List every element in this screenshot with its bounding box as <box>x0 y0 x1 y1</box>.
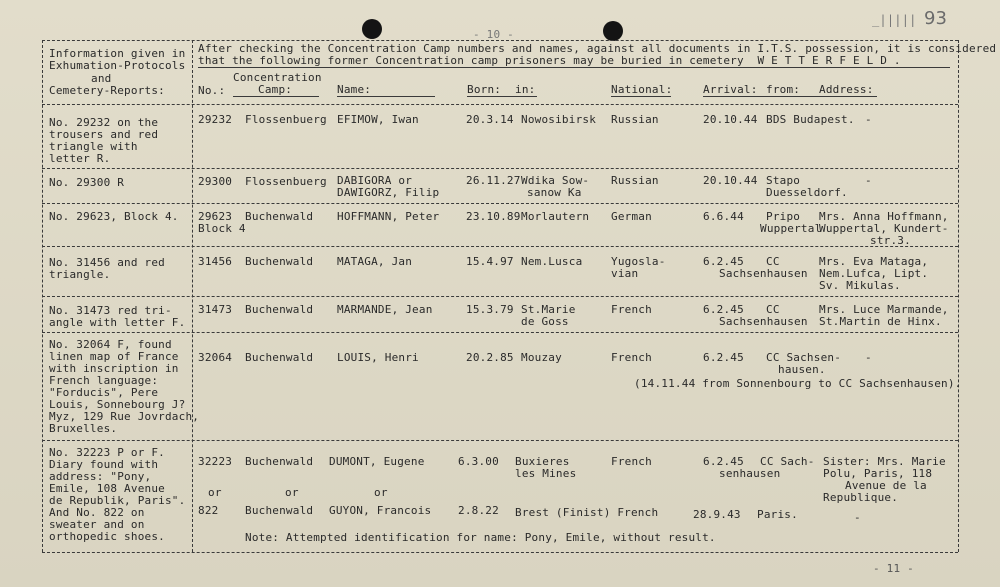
row-from: Sachsenhausen <box>719 267 808 280</box>
left-header-line: Information given in <box>49 47 186 60</box>
left-header-line: and <box>91 72 112 85</box>
row-national: French <box>611 303 652 316</box>
row-info: And No. 822 on <box>49 506 145 519</box>
row-camp: Flossenbuerg <box>245 113 327 126</box>
row-camp: Buchenwald <box>245 210 314 223</box>
row-no: 31473 <box>198 303 233 316</box>
frame-top <box>42 40 958 41</box>
row-info: No. 29623, Block 4. <box>49 210 179 223</box>
row-no: 29232 <box>198 113 233 126</box>
row-note: (14.11.44 from Sonnenbourg to CC Sachsenhausen). <box>634 377 962 390</box>
row-no: 32064 <box>198 351 233 364</box>
row-info: Diary found with <box>49 458 159 471</box>
row-from: hausen. <box>778 363 826 376</box>
page-number-bottom: - 11 - <box>873 562 914 575</box>
row-in: Morlautern <box>521 210 590 223</box>
row-in: Wdika Sow- <box>521 174 590 187</box>
row-arrival: 28.9.43 <box>693 508 741 521</box>
row-camp: Buchenwald <box>245 255 314 268</box>
row-name: MATAGA, Jan <box>337 255 413 268</box>
row-arrival: 6.2.45 <box>703 455 744 468</box>
row-in: St.Marie <box>521 303 576 316</box>
or-label: or <box>285 486 299 499</box>
row-in: sanow Ka <box>527 186 582 199</box>
row-divider <box>42 203 958 204</box>
row-national: German <box>611 210 652 223</box>
row-info: address: "Pony, <box>49 470 152 483</box>
row-born: 23.10.89 <box>466 210 521 223</box>
intro-line: After checking the Concentration Camp numbers and names, against all documents in I.T.S. possession, it is considered <box>198 42 997 55</box>
row-no: 31456 <box>198 255 233 268</box>
row-no: 822 <box>198 504 219 517</box>
row-from: Sachsenhausen <box>719 315 808 328</box>
row-info: de Republik, Paris". <box>49 494 186 507</box>
row-arrival: 6.2.45 <box>703 303 744 316</box>
row-from: CC <box>766 255 780 268</box>
intro-underline <box>198 67 950 68</box>
row-in: Buxieres <box>515 455 570 468</box>
row-divider <box>42 168 958 169</box>
row-address: Mrs. Luce Marmande, <box>819 303 949 316</box>
row-name: HOFFMANN, Peter <box>337 210 440 223</box>
row-name: DABIGORA or <box>337 174 413 187</box>
col-arrival: Arrival: <box>703 83 758 96</box>
row-from: CC Sach- <box>760 455 815 468</box>
col-name: Name: <box>337 83 372 96</box>
row-born: 15.3.79 <box>466 303 514 316</box>
row-name: DAWIGORZ, Filip <box>337 186 440 199</box>
row-info: No. 32223 P or F. <box>49 446 165 459</box>
row-born: 26.11.27 <box>466 174 521 187</box>
col-camp-underline <box>233 96 319 97</box>
col-address: Address: <box>819 83 874 96</box>
row-note: Note: Attempted identification for name: Pony, Emile, without result. <box>245 531 716 544</box>
row-name: GUYON, Francois <box>329 504 432 517</box>
row-info: sweater and on <box>49 518 145 531</box>
row-no: Block 4 <box>198 222 246 235</box>
row-name: DUMONT, Eugene <box>329 455 425 468</box>
row-info: Emile, 108 Avenue <box>49 482 165 495</box>
row-from: Paris. <box>757 508 798 521</box>
row-name: EFIMOW, Iwan <box>337 113 419 126</box>
row-camp: Buchenwald <box>245 455 314 468</box>
row-born: 15.4.97 <box>466 255 514 268</box>
row-info: linen map of France <box>49 350 179 363</box>
row-born: 2.8.22 <box>458 504 499 517</box>
row-national: vian <box>611 267 639 280</box>
row-info: triangle. <box>49 268 111 281</box>
frame-bottom <box>42 552 958 553</box>
row-born: 6.3.00 <box>458 455 499 468</box>
col-name-underline <box>337 96 435 97</box>
row-info: French language: <box>49 374 159 387</box>
row-from: Pripo <box>766 210 801 223</box>
row-national: Yugosla- <box>611 255 666 268</box>
intro-line: that the following former Concentration camp prisoners may be buried in cemetery W E T T E R F E L D . <box>198 54 901 67</box>
row-arrival: 6.2.45 <box>703 351 744 364</box>
row-info: trousers and red <box>49 128 159 141</box>
page-number-top: - 10 - <box>473 28 514 41</box>
or-label: or <box>208 486 222 499</box>
row-no: 29623 <box>198 210 233 223</box>
handwritten-number: 93 <box>924 8 947 29</box>
row-arrival: 6.6.44 <box>703 210 744 223</box>
row-info: "Forducis", Pere <box>49 386 159 399</box>
row-address: str.3. <box>870 234 911 247</box>
row-info: No. 29300 R <box>49 176 125 189</box>
row-info: Myz, 129 Rue Jovrdach, <box>49 410 200 423</box>
row-address: St.Martin de Hinx. <box>819 315 942 328</box>
col-national-underline <box>611 96 671 97</box>
row-from: Wuppertal <box>760 222 822 235</box>
row-info: Louis, Sonnebourg J? <box>49 398 186 411</box>
row-in: Brest (Finist) French <box>515 506 659 519</box>
left-header-line: Cemetery-Reports: <box>49 84 165 97</box>
row-divider <box>42 332 958 333</box>
row-name: LOUIS, Henri <box>337 351 419 364</box>
row-no: 32223 <box>198 455 233 468</box>
row-info: letter R. <box>49 152 111 165</box>
row-address: Wuppertal, Kundert- <box>819 222 949 235</box>
row-address: Avenue de la <box>845 479 927 492</box>
row-info: triangle with <box>49 140 138 153</box>
row-national: Russian <box>611 113 659 126</box>
row-info: orthopedic shoes. <box>49 530 165 543</box>
row-camp: Buchenwald <box>245 303 314 316</box>
col-from: from: <box>766 83 801 96</box>
row-in: de Goss <box>521 315 569 328</box>
row-from: CC Sachsen- <box>766 351 842 364</box>
row-born: 20.3.14 <box>466 113 514 126</box>
col-born-underline <box>467 96 537 97</box>
row-divider <box>42 440 958 441</box>
row-address: Mrs. Eva Mataga, <box>819 255 929 268</box>
row-national: French <box>611 455 652 468</box>
row-camp: Flossenbuerg <box>245 175 327 188</box>
punch-hole-right <box>603 21 623 41</box>
col-no: No.: <box>198 84 226 97</box>
row-from: BDS Budapest. <box>766 113 855 126</box>
row-no: 29300 <box>198 175 233 188</box>
row-address: - <box>865 174 872 187</box>
row-from: senhausen <box>719 467 781 480</box>
row-in: Mouzay <box>521 351 562 364</box>
col-arrival-underline <box>703 96 877 97</box>
row-info: No. 29232 on the <box>49 116 159 129</box>
row-info: No. 31473 red tri- <box>49 304 172 317</box>
col-national: National: <box>611 83 673 96</box>
row-divider <box>42 246 958 247</box>
row-from: Duesseldorf. <box>766 186 848 199</box>
row-arrival: 20.10.44 <box>703 113 758 126</box>
row-address: - <box>865 351 872 364</box>
row-address: Sv. Mikulas. <box>819 279 901 292</box>
row-info: No. 31456 and red <box>49 256 165 269</box>
row-address: Polu, Paris, 118 <box>823 467 933 480</box>
col-born: Born: <box>467 83 502 96</box>
header-divider <box>42 104 958 105</box>
or-label: or <box>374 486 388 499</box>
row-address: - <box>854 511 861 524</box>
left-header-line: Exhumation-Protocols <box>49 59 186 72</box>
frame-right <box>958 40 959 552</box>
row-in: les Mines <box>515 467 577 480</box>
row-arrival: 6.2.45 <box>703 255 744 268</box>
row-from: CC <box>766 303 780 316</box>
col-camp-line1: Concentration <box>233 71 322 84</box>
punch-hole-left <box>362 19 382 39</box>
row-address: Mrs. Anna Hoffmann, <box>819 210 949 223</box>
row-national: French <box>611 351 652 364</box>
col-in: in: <box>515 83 536 96</box>
row-address: Sister: Mrs. Marie <box>823 455 946 468</box>
row-born: 20.2.85 <box>466 351 514 364</box>
row-name: MARMANDE, Jean <box>337 303 433 316</box>
stamp-mark: _||||| <box>872 13 917 27</box>
row-arrival: 20.10.44 <box>703 174 758 187</box>
row-divider <box>42 296 958 297</box>
row-info: with inscription in <box>49 362 179 375</box>
row-info: No. 32064 F, found <box>49 338 172 351</box>
row-info: angle with letter F. <box>49 316 186 329</box>
row-national: Russian <box>611 174 659 187</box>
row-address: Nem.Lufca, Lipt. <box>819 267 929 280</box>
row-in: Nowosibirsk <box>521 113 597 126</box>
row-address: Republique. <box>823 491 899 504</box>
row-camp: Buchenwald <box>245 351 314 364</box>
col-camp-line2: Camp: <box>258 83 293 96</box>
row-address: - <box>865 113 872 126</box>
row-camp: Buchenwald <box>245 504 314 517</box>
row-info: Bruxelles. <box>49 422 118 435</box>
row-from: Stapo <box>766 174 801 187</box>
row-in: Nem.Lusca <box>521 255 583 268</box>
